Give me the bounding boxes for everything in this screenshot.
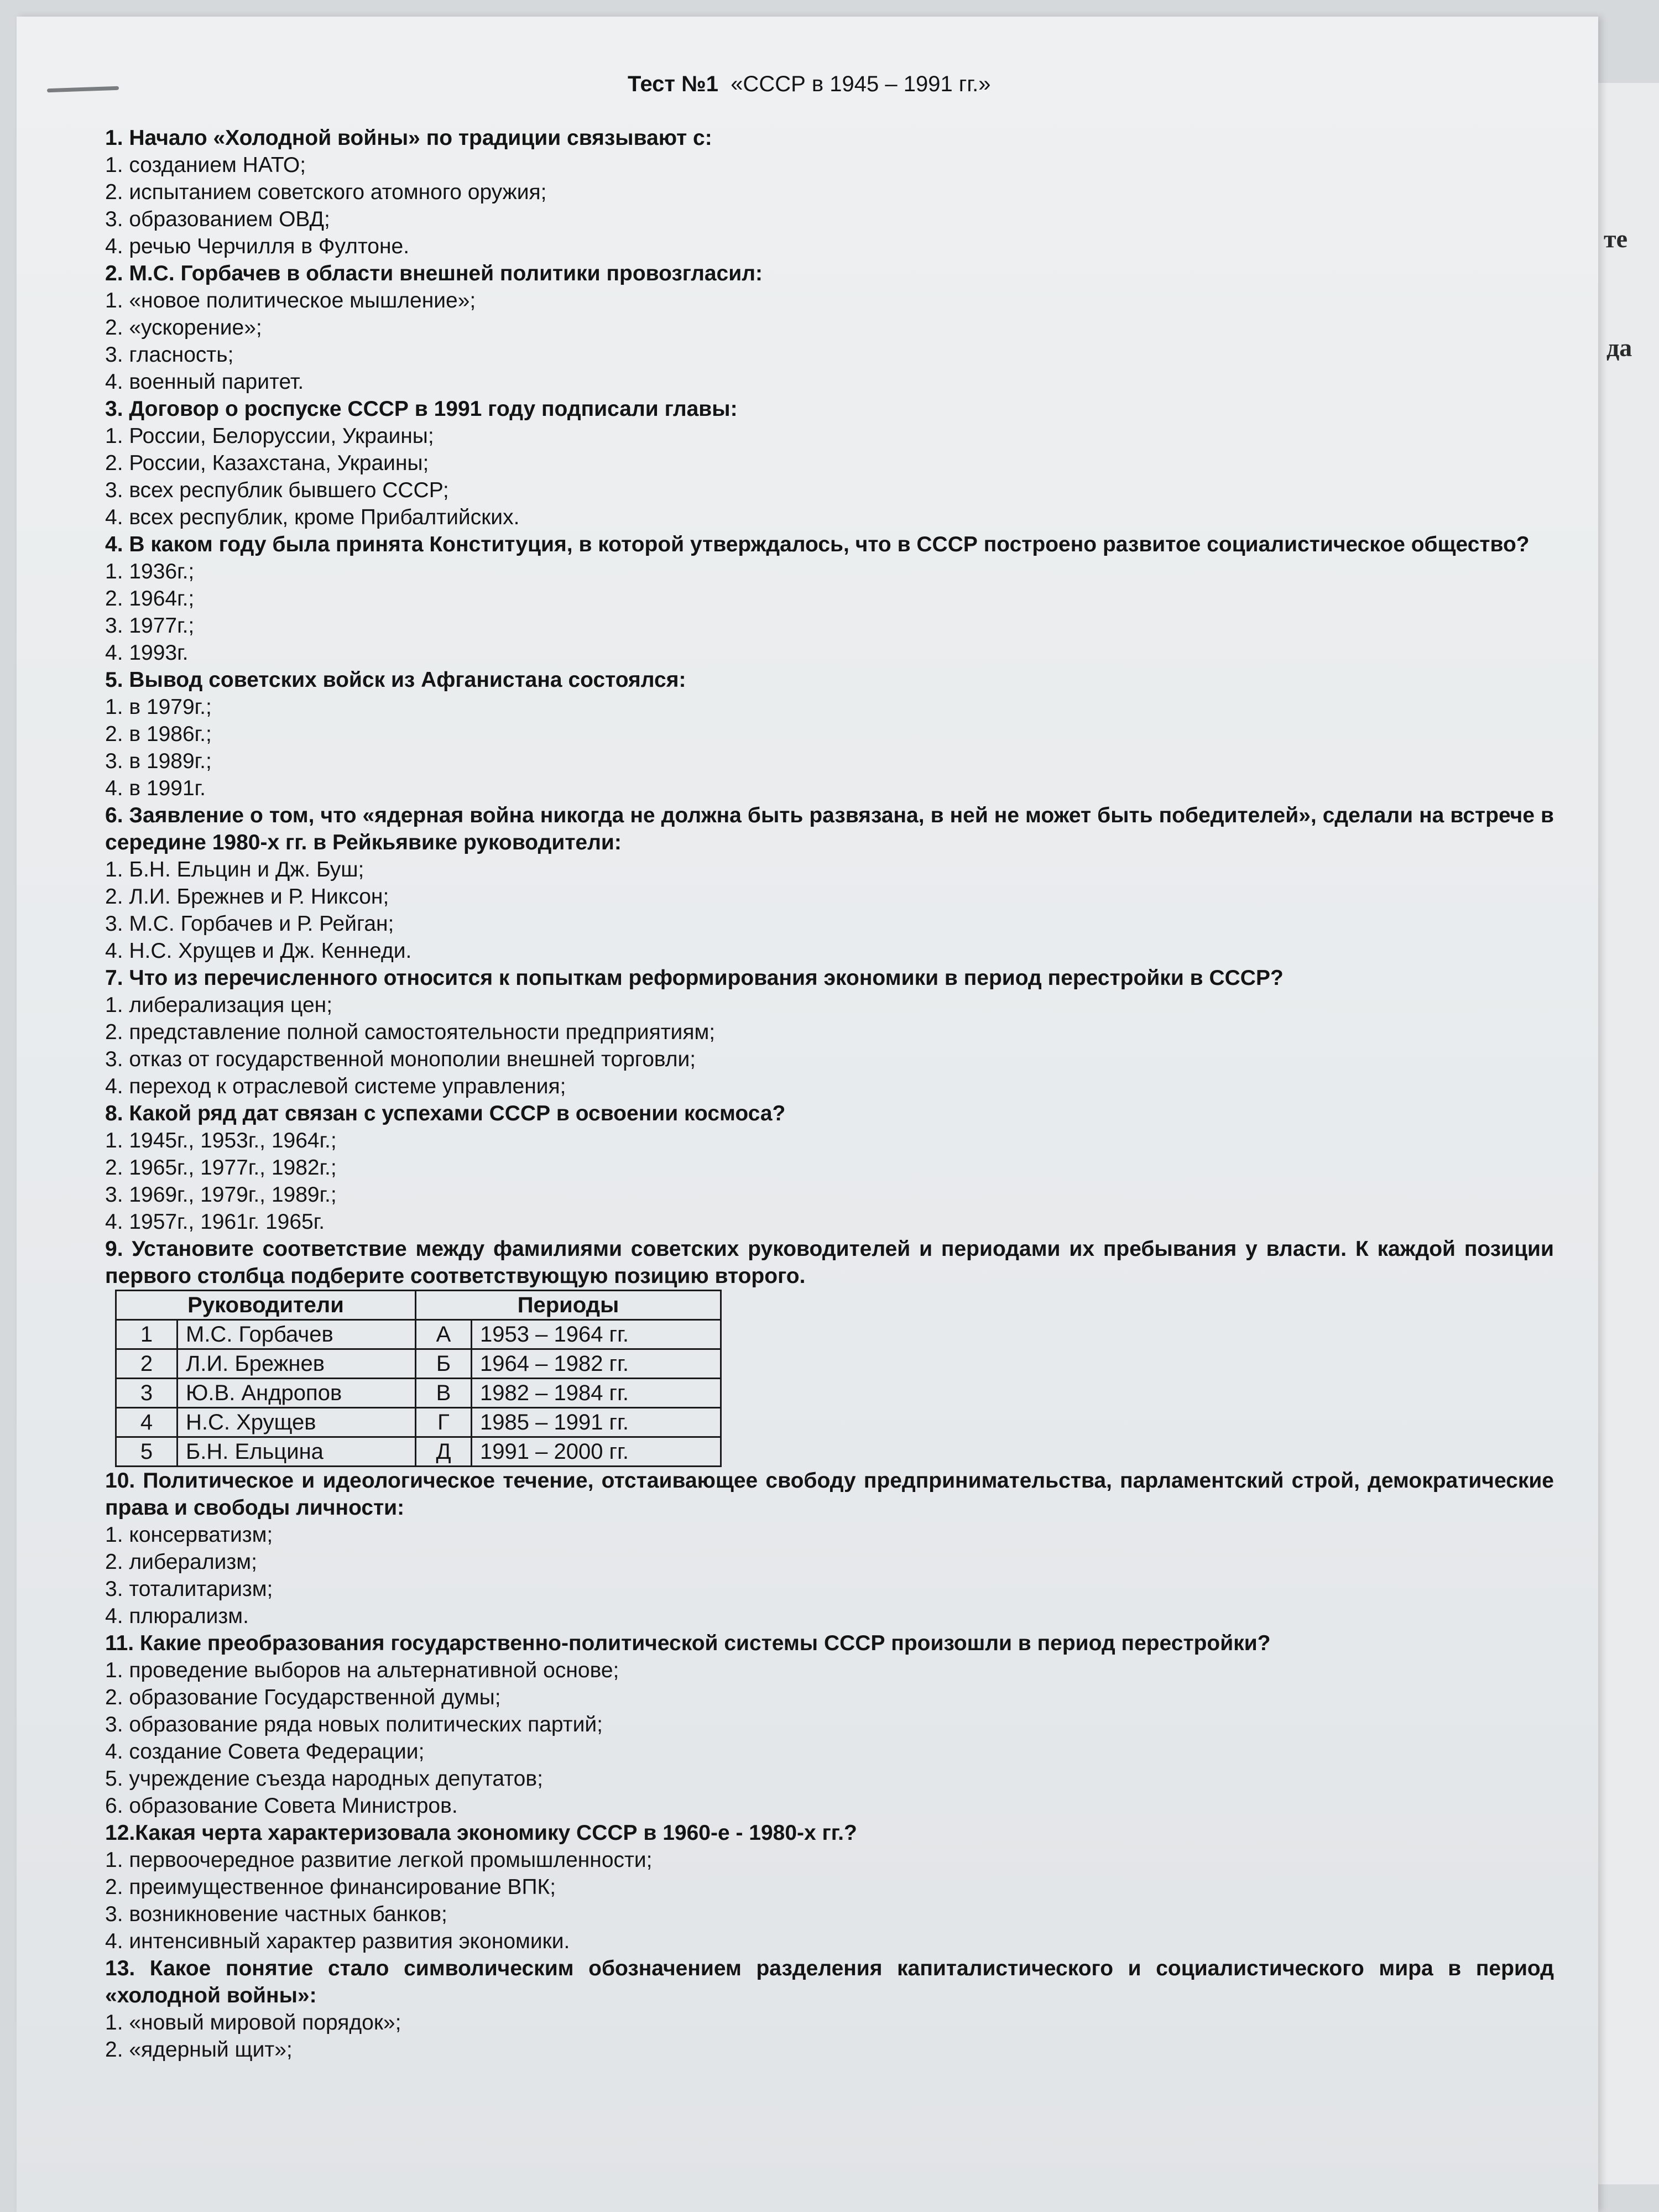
leader-name: Ю.В. Андропов xyxy=(178,1379,416,1408)
title-test-number: Тест №1 xyxy=(628,72,718,96)
question-text: 12.Какая черта характеризовала экономику СССР в 1960-е - 1980-х гг.? xyxy=(105,1821,857,1845)
answer-option: 2. Л.И. Брежнев и Р. Никсон; xyxy=(105,885,389,909)
page-title xyxy=(628,72,990,97)
row-number: 5 xyxy=(116,1437,178,1467)
question-block-1 xyxy=(105,124,1554,260)
period-letter: А xyxy=(416,1320,472,1349)
answer-option: 3. отказ от государственной монополии внешней торговли; xyxy=(105,1047,696,1071)
question-block-8 xyxy=(105,1100,1554,1235)
answer-option: 3. гласность; xyxy=(105,343,234,367)
answer-option: 1. «новое политическое мышление»; xyxy=(105,289,476,312)
answer-option: 2. 1964г.; xyxy=(105,587,195,611)
background-sheet-fragment: те xyxy=(1604,225,1628,253)
answer-option: 3. образованием ОВД; xyxy=(105,207,330,231)
pen-mark xyxy=(47,86,119,93)
answer-option: 2. испытанием советского атомного оружия; xyxy=(105,180,547,204)
leader-name: Н.С. Хрущев xyxy=(178,1408,416,1437)
questions-part1 xyxy=(105,124,1554,1235)
answer-option: 1. Б.Н. Ельцин и Дж. Буш; xyxy=(105,858,364,881)
table-row xyxy=(116,1349,721,1379)
period-years: 1953 – 1964 гг. xyxy=(472,1320,721,1349)
answer-option: 4. интенсивный характер развития экономики. xyxy=(105,1929,570,1953)
table-row xyxy=(116,1320,721,1349)
question-block-5 xyxy=(105,666,1554,802)
answer-option: 1. России, Белоруссии, Украины; xyxy=(105,424,434,448)
answer-option: 3. 1969г., 1979г., 1989г.; xyxy=(105,1183,337,1207)
background-sheet-fragment: да xyxy=(1606,333,1632,362)
question-block-13 xyxy=(105,1955,1554,2063)
question-block-11 xyxy=(105,1630,1554,1819)
answer-option: 3. всех республик бывшего СССР; xyxy=(105,478,449,502)
question-text: 11. Какие преобразования государственно-политической системы СССР произошли в период перестройки? xyxy=(105,1631,1271,1655)
question-text: 4. В каком году была принята Конституция, в которой утверждалось, что в СССР построено развитое социалистическое общество? xyxy=(105,533,1530,556)
table-row xyxy=(116,1408,721,1437)
question-text: 1. Начало «Холодной войны» по традиции связывают с: xyxy=(105,126,712,150)
answer-option: 3. М.С. Горбачев и Р. Рейган; xyxy=(105,912,394,936)
answer-option: 3. 1977г.; xyxy=(105,614,195,638)
row-number: 1 xyxy=(116,1320,178,1349)
question-text: 6. Заявление о том, что «ядерная война никогда не должна быть развязана, в ней не может быть победителей», сделали на встрече в середине 1980-х гг. в Рейкьявике руководители: xyxy=(105,804,1554,854)
test-sheet xyxy=(17,17,1598,2212)
leader-name: М.С. Горбачев xyxy=(178,1320,416,1349)
table-row xyxy=(116,1437,721,1467)
answer-option: 6. образование Совета Министров. xyxy=(105,1794,458,1818)
answer-option: 2. 1965г., 1977г., 1982г.; xyxy=(105,1156,337,1180)
answer-option: 1. проведение выборов на альтернативной основе; xyxy=(105,1658,619,1682)
answer-option: 4. 1957г., 1961г. 1965г. xyxy=(105,1210,325,1234)
answer-option: 2. «ядерный щит»; xyxy=(105,2038,293,2062)
period-years: 1985 – 1991 гг. xyxy=(472,1408,721,1437)
answer-option: 2. России, Казахстана, Украины; xyxy=(105,451,429,475)
period-letter: Д xyxy=(416,1437,472,1467)
answer-option: 3. возникновение частных банков; xyxy=(105,1902,447,1926)
answer-option: 4. создание Совета Федерации; xyxy=(105,1740,425,1764)
question-block-3 xyxy=(105,395,1554,531)
answer-option: 1. либерализация цен; xyxy=(105,993,333,1017)
answer-option: 1. созданием НАТО; xyxy=(105,153,306,177)
answer-option: 1. «новый мировой порядок»; xyxy=(105,2011,401,2034)
answer-option: 4. плюрализм. xyxy=(105,1604,249,1628)
question-block-4 xyxy=(105,531,1554,666)
row-number: 4 xyxy=(116,1408,178,1437)
table-header-periods: Периоды xyxy=(416,1291,721,1320)
answer-option: 2. представление полной самостоятельности предприятиям; xyxy=(105,1020,716,1044)
answer-option: 4. военный паритет. xyxy=(105,370,304,394)
answer-option: 4. переход к отраслевой системе управления; xyxy=(105,1074,566,1098)
question-block-10 xyxy=(105,1467,1554,1630)
leader-name: Б.Н. Ельцина xyxy=(178,1437,416,1467)
answer-option: 2. либерализм; xyxy=(105,1550,257,1574)
question-block-2 xyxy=(105,260,1554,395)
period-years: 1964 – 1982 гг. xyxy=(472,1349,721,1379)
question-text: 9. Установите соответствие между фамилиями советских руководителей и периодами их пребывания у власти. К каждой позиции первого столбца подберите соответствующую позицию второго. xyxy=(105,1237,1554,1288)
question-text: 7. Что из перечисленного относится к попыткам реформирования экономики в период перестройки в СССР? xyxy=(105,966,1284,990)
question-text: 2. М.С. Горбачев в области внешней политики провозгласил: xyxy=(105,262,763,285)
period-letter: Б xyxy=(416,1349,472,1379)
period-years: 1991 – 2000 гг. xyxy=(472,1437,721,1467)
row-number: 2 xyxy=(116,1349,178,1379)
question-block-9 xyxy=(105,1235,1554,1467)
period-letter: В xyxy=(416,1379,472,1408)
answer-option: 1. первоочередное развитие легкой промышленности; xyxy=(105,1848,653,1872)
answer-option: 1. консерватизм; xyxy=(105,1523,273,1547)
row-number: 3 xyxy=(116,1379,178,1408)
period-letter: Г xyxy=(416,1408,472,1437)
answer-option: 2. «ускорение»; xyxy=(105,316,262,340)
answer-option: 3. образование ряда новых политических партий; xyxy=(105,1713,603,1736)
table-header-leaders: Руководители xyxy=(116,1291,416,1320)
question-block-7 xyxy=(105,964,1554,1100)
question-text: 13. Какое понятие стало символическим обозначением разделения капиталистического и социалистического мира в период «холодной войны»: xyxy=(105,1957,1554,2007)
question-text: 8. Какой ряд дат связан с успехами СССР в освоении космоса? xyxy=(105,1102,786,1125)
answer-option: 2. образование Государственной думы; xyxy=(105,1686,501,1709)
question-list xyxy=(105,124,1554,2063)
answer-option: 3. тоталитаризм; xyxy=(105,1577,273,1601)
table-row xyxy=(116,1379,721,1408)
answer-option: 4. в 1991г. xyxy=(105,776,206,800)
leader-name: Л.И. Брежнев xyxy=(178,1349,416,1379)
answer-option: 5. учреждение съезда народных депутатов; xyxy=(105,1767,543,1791)
answer-option: 2. преимущественное финансирование ВПК; xyxy=(105,1875,556,1899)
answer-option: 4. 1993г. xyxy=(105,641,189,665)
matching-table xyxy=(115,1290,722,1467)
answer-option: 2. в 1986г.; xyxy=(105,722,212,746)
question-text: 10. Политическое и идеологическое течение, отстаивающее свободу предпринимательства, парламентский строй, демократические права и свободы личности: xyxy=(105,1469,1554,1520)
period-years: 1982 – 1984 гг. xyxy=(472,1379,721,1408)
answer-option: 3. в 1989г.; xyxy=(105,749,212,773)
answer-option: 4. всех республик, кроме Прибалтийских. xyxy=(105,505,520,529)
question-text: 5. Вывод советских войск из Афганистана состоялся: xyxy=(105,668,686,692)
answer-option: 1. 1936г.; xyxy=(105,560,195,583)
answer-option: 1. 1945г., 1953г., 1964г.; xyxy=(105,1129,337,1152)
answer-option: 1. в 1979г.; xyxy=(105,695,212,719)
title-topic: «СССР в 1945 – 1991 гг.» xyxy=(731,72,991,96)
question-text: 3. Договор о роспуске СССР в 1991 году подписали главы: xyxy=(105,397,738,421)
question-block-12 xyxy=(105,1819,1554,1955)
answer-option: 4. речью Черчилля в Фултоне. xyxy=(105,234,410,258)
questions-part2 xyxy=(105,1467,1554,2063)
question-block-6 xyxy=(105,802,1554,964)
answer-option: 4. Н.С. Хрущев и Дж. Кеннеди. xyxy=(105,939,412,963)
